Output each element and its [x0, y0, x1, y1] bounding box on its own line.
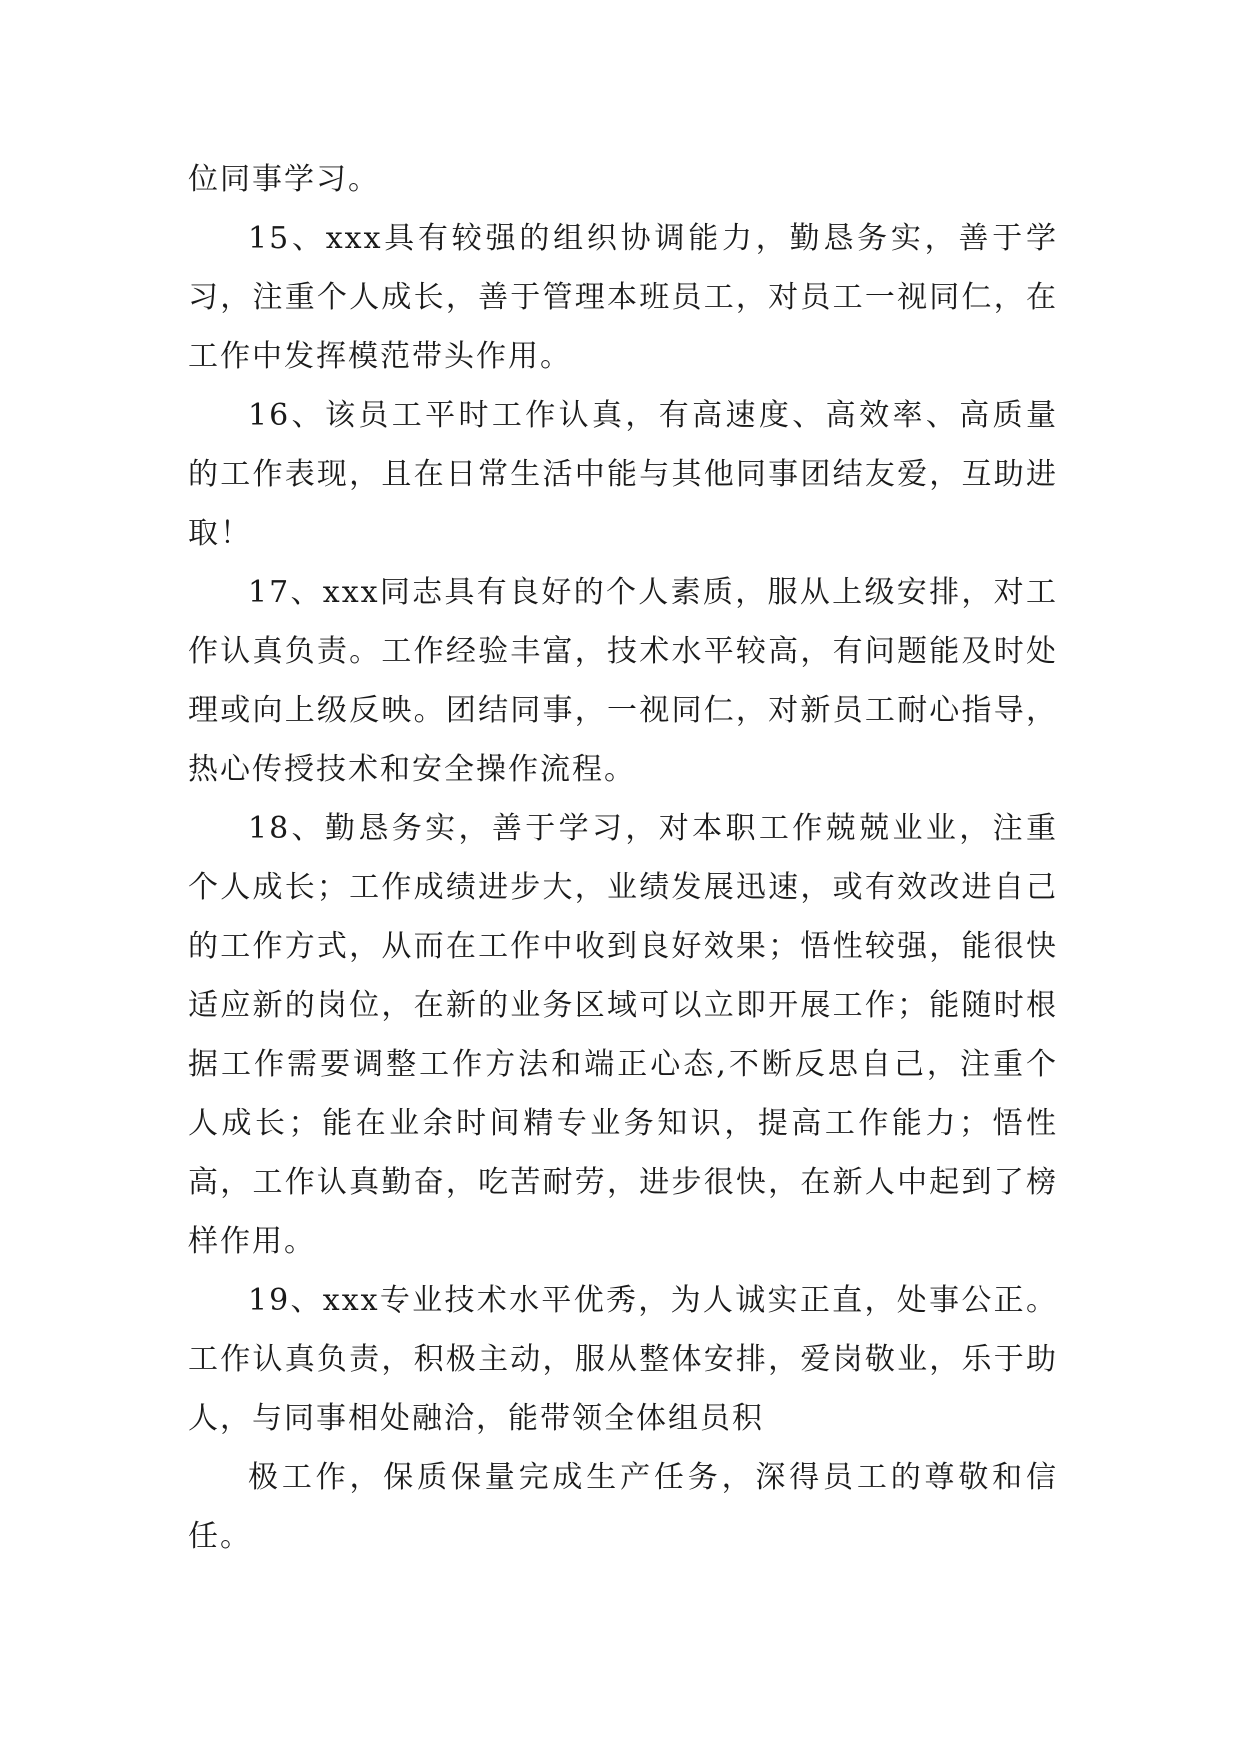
document-body — [188, 150, 1058, 1566]
paragraph-item-19: 19、xxx专业技术水平优秀，为人诚实正直，处事公正。工作认真负责，积极主动，服从整体安排，爱岗敬业，乐于助人，与同事相处融洽，能带领全体组员积 — [188, 1283, 1058, 1436]
paragraph-item-16: 16、该员工平时工作认真，有高速度、高效率、高质量的工作表现，且在日常生活中能与其他同事团结友爱，互助进取！ — [188, 398, 1058, 551]
paragraph-item-15: 15、xxx具有较强的组织协调能力，勤恳务实，善于学习，注重个人成长，善于管理本班员工，对员工一视同仁，在工作中发挥模范带头作用。 — [188, 221, 1058, 374]
paragraph-item-17: 17、xxx同志具有良好的个人素质，服从上级安排，对工作认真负责。工作经验丰富，技术水平较高，有问题能及时处理或向上级反映。团结同事，一视同仁，对新员工耐心指导，热心传授技术和安全操作流程。 — [188, 575, 1058, 787]
paragraph-continuation: 位同事学习。 — [188, 162, 380, 197]
paragraph-item-19-continued: 极工作，保质保量完成生产任务，深得员工的尊敬和信任。 — [188, 1460, 1058, 1554]
paragraph-item-18: 18、勤恳务实，善于学习，对本职工作兢兢业业，注重个人成长；工作成绩进步大，业绩发展迅速，或有效改进自己的工作方式，从而在工作中收到良好效果；悟性较强，能很快适应新的岗位，在新的业务区域可以立即开展工作；能随时根据工作需要调整工作方法和端正心态,不断反思自己，注重个人成长；能在业余时间精专业务知识，提高工作能力；悟性高，工作认真勤奋，吃苦耐劳，进步很快，在新人中起到了榜样作用。 — [188, 811, 1058, 1259]
